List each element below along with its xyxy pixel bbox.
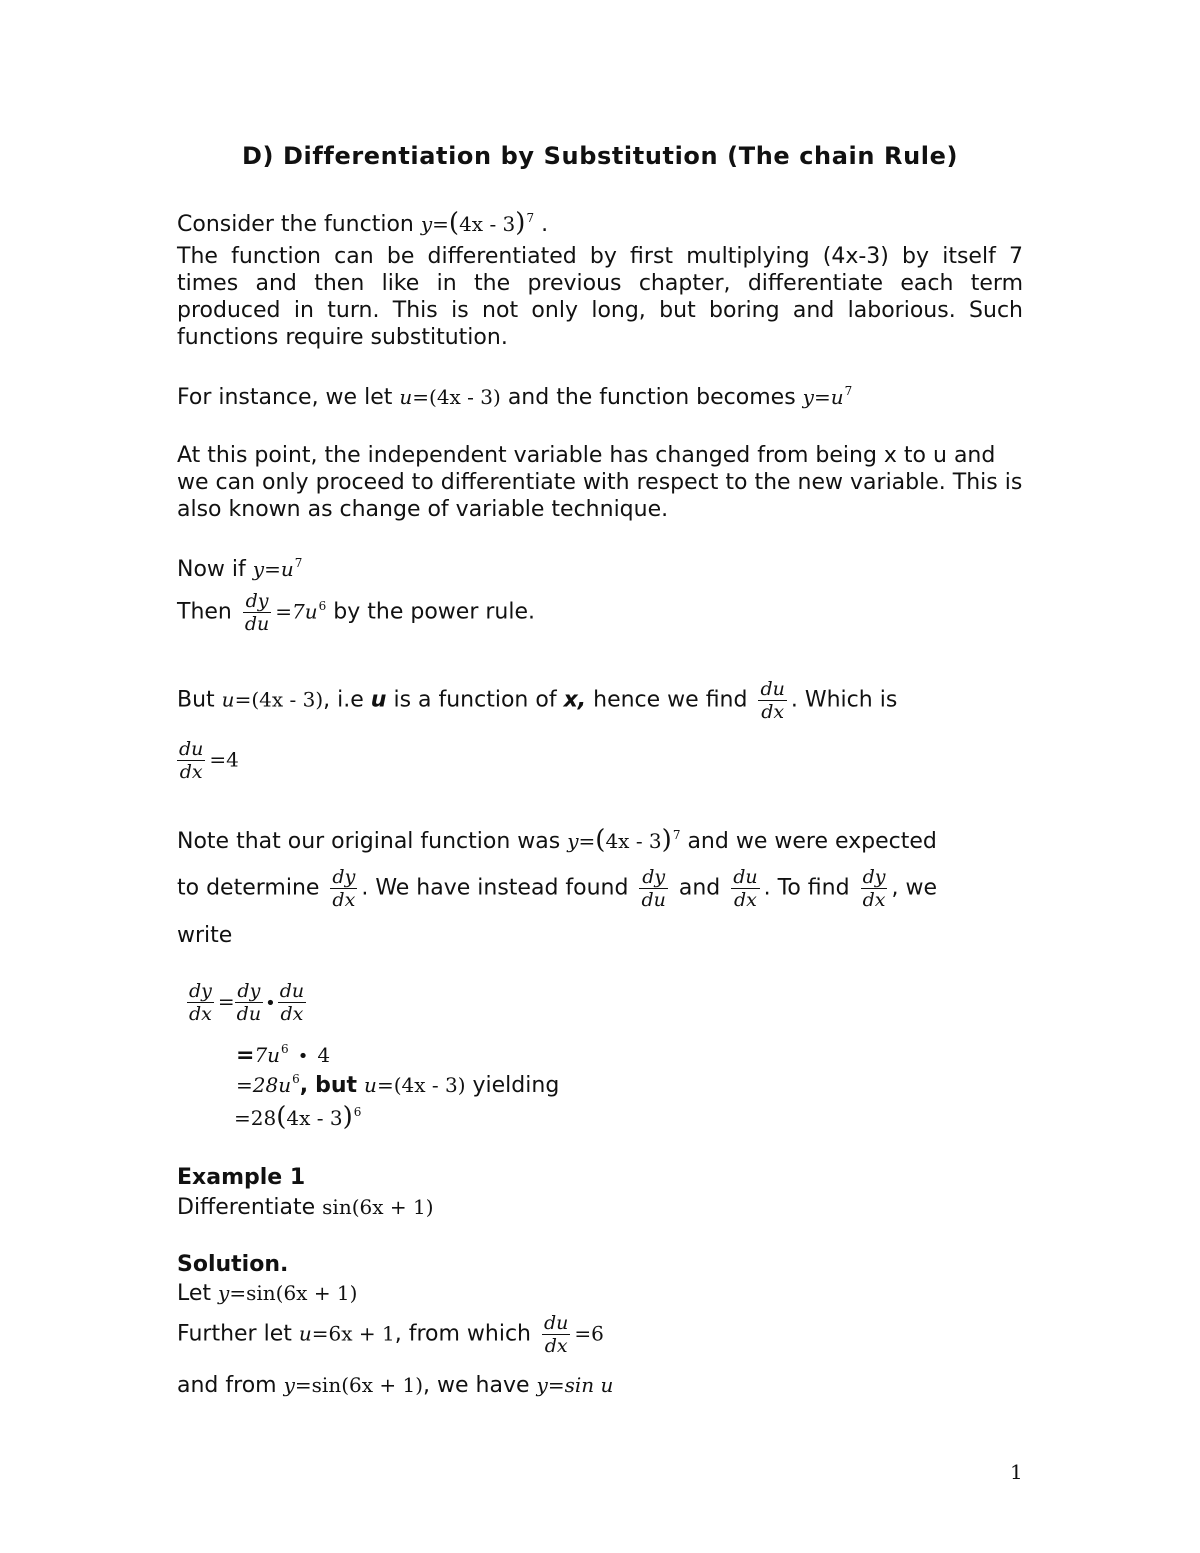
note-lead: Note that our original function was [177, 829, 561, 854]
paren-open: ( [276, 1102, 287, 1132]
multiply-dot: • [297, 1046, 309, 1067]
note-line-2 [177, 866, 937, 911]
math-eq: = [432, 212, 449, 236]
math-eq: = [376, 1073, 394, 1097]
fraction-dy-dx [187, 980, 214, 1025]
frac-num: dy [332, 866, 356, 888]
nowif-line [177, 556, 302, 586]
exponent: 6 [292, 1072, 300, 1086]
math-eq: = [217, 989, 235, 1014]
but-mid2: is a function of [393, 687, 557, 713]
note-line2-mid1: . We have instead found [361, 875, 629, 901]
fraction-du-dx [278, 980, 306, 1025]
math-y: y [420, 212, 433, 236]
frac-den: du [641, 889, 666, 911]
example-task-text: Differentiate [177, 1195, 316, 1220]
math-u: u [364, 1073, 377, 1097]
exponent: 7 [294, 556, 303, 570]
math-4: 4 [317, 1043, 331, 1067]
math-u: u [298, 1321, 312, 1346]
du-dx-equals-line [177, 738, 239, 783]
exponent: 6 [281, 1042, 289, 1056]
exponent: 6 [318, 598, 327, 613]
frac-den: dx [544, 1335, 568, 1357]
math-y: y [218, 1281, 230, 1305]
math-sin-u: sin u [564, 1373, 614, 1397]
frac-num: du [279, 980, 305, 1002]
math-4: 4 [226, 747, 239, 772]
math-28: 28 [250, 1106, 277, 1130]
math-6x1: 6x + 1 [328, 1321, 395, 1346]
derivation-step-3 [234, 1104, 361, 1135]
math-y: y [536, 1373, 548, 1397]
instance-line [177, 384, 852, 414]
but-mid3: hence we find [593, 687, 748, 713]
nowif-lead: Now if [177, 557, 246, 582]
frac-num: du [733, 866, 758, 888]
note-line2-and: and [678, 875, 721, 901]
note-line2-tail: , we [891, 875, 937, 901]
math-eq: = [311, 1321, 329, 1346]
but-mid1: , i.e [323, 687, 364, 713]
math-eq: = [209, 747, 227, 772]
math-y: y [283, 1373, 295, 1397]
paren-open: ( [595, 825, 606, 855]
math-eq: = [294, 1373, 312, 1397]
example-heading: Example 1 [177, 1165, 306, 1190]
frac-num: dy [862, 866, 886, 888]
x-variable: x, [563, 687, 587, 713]
fraction-dy-du [243, 590, 271, 635]
paren-close: ) [342, 1102, 353, 1132]
math-y: y [252, 557, 265, 581]
note-tail: and we were expected [687, 829, 937, 854]
yielding-word: yielding [472, 1073, 560, 1098]
page-title: D) Differentiation by Substitution (The chain Rule) [241, 142, 959, 170]
page-number: 1 [1010, 1460, 1023, 1484]
math-eq: = [229, 1281, 247, 1305]
math-eq: = [234, 687, 252, 712]
math-eq: = [275, 599, 293, 624]
frac-num: dy [235, 980, 263, 1003]
but-tail: . Which is [790, 687, 898, 713]
fraction-dy-dx [861, 866, 888, 911]
and-from-mid: , we have [423, 1373, 530, 1398]
math-7u: 7u [292, 599, 318, 624]
let-text: Let [177, 1281, 212, 1306]
chain-rule-formula [187, 980, 306, 1025]
solution-heading: Solution. [177, 1252, 289, 1277]
math-eq: = [234, 1106, 251, 1130]
math-eq: = [574, 1321, 592, 1346]
frac-den: du [244, 613, 270, 635]
math-u: u [399, 385, 413, 409]
math-u: u [830, 385, 844, 409]
exponent: 7 [526, 211, 535, 225]
consider-lead: Consider the function [177, 212, 414, 237]
math-7u: 7u [254, 1043, 281, 1067]
frac-den: dx [280, 1003, 304, 1025]
fraction-dy-du [235, 980, 263, 1025]
frac-den: dx [189, 1003, 212, 1025]
frac-den: dx [761, 701, 785, 723]
example-task [177, 1194, 434, 1221]
but-word: but [315, 1073, 358, 1098]
multiply-dot: • [265, 992, 276, 1014]
fraction-dy-du [639, 866, 667, 911]
fraction-du-dx [758, 678, 786, 723]
math-eq: = [236, 1043, 255, 1068]
derivation-step-1 [236, 1042, 330, 1072]
frac-den: dx [179, 761, 203, 783]
frac-num: du [543, 1312, 569, 1334]
note-line2-lead: to determine [177, 875, 320, 901]
instance-lead: For instance, we let [177, 385, 393, 410]
frac-den: du [236, 1003, 262, 1025]
fraction-dy-dx [330, 866, 357, 911]
frac-num: dy [639, 866, 667, 889]
fraction-du-dx [177, 738, 205, 783]
math-expr: 4x - 3 [286, 1106, 343, 1130]
math-28u: 28u [252, 1073, 292, 1097]
paren-open: ( [448, 208, 460, 238]
math-sin: sin(6x + 1) [322, 1195, 434, 1219]
math-y: y [802, 385, 814, 409]
paren-close: ) [515, 208, 526, 238]
math-u: u [280, 557, 294, 581]
further-mid: , from which [394, 1321, 531, 1347]
math-expr: 4x - 3 [605, 829, 662, 853]
frac-num: du [179, 738, 204, 760]
math-eq: = [236, 1073, 253, 1097]
independent-paragraph: At this point, the independent variable has changed from being x to u and we can only proceed to differentiate with respect to the new variable. This is also known as change of variable technique. [177, 443, 1023, 522]
math-u-def: (4x - 3) [429, 385, 501, 409]
math-y: y [567, 829, 579, 853]
intro-paragraph: The function can be differentiated by first multiplying (4x-3) by itself 7 times and then like in the previous chapter, differentiate each term produced in turn. This is not only long, but boring and laborious. Such functions require substitution. [177, 244, 1023, 350]
frac-den: dx [332, 889, 356, 911]
then-tail: by the power rule. [333, 599, 535, 625]
further-lead: Further let [177, 1321, 292, 1347]
math-eq: = [547, 1373, 565, 1397]
exponent: 7 [672, 828, 681, 842]
solution-and-from [177, 1372, 613, 1399]
frac-num: dy [243, 590, 271, 613]
paren-close: ) [661, 825, 672, 855]
frac-num: du [760, 678, 785, 700]
frac-den: dx [734, 889, 757, 911]
solution-further [177, 1312, 604, 1357]
exponent: 6 [353, 1105, 362, 1119]
then-lead: Then [177, 599, 232, 625]
math-eq: = [578, 829, 596, 853]
fraction-du-dx [542, 1312, 570, 1357]
math-eq: = [813, 385, 831, 409]
consider-tail: . [541, 212, 549, 237]
math-u-def: (4x - 3) [251, 687, 324, 712]
math-eq: = [264, 557, 281, 581]
math-6: 6 [591, 1321, 604, 1346]
and-from-lead: and from [177, 1373, 277, 1398]
math-eq: = [412, 385, 430, 409]
but-lead: But [177, 687, 215, 713]
consider-line [177, 210, 548, 241]
fraction-du-dx [731, 866, 759, 911]
instance-mid: and the function becomes [507, 385, 796, 410]
note-line [177, 827, 937, 858]
but-line [177, 678, 897, 723]
solution-let [177, 1280, 357, 1307]
math-u-def: (4x - 3) [393, 1073, 466, 1097]
then-line [177, 590, 535, 635]
math-sin: sin(6x + 1) [311, 1373, 424, 1397]
note-line2-mid2: . To find [763, 875, 850, 901]
exponent: 7 [844, 384, 853, 398]
math-sin: sin(6x + 1) [246, 1281, 358, 1305]
note-line-3: write [177, 923, 233, 948]
math-expr: 4x - 3 [459, 212, 516, 236]
u-variable: u [370, 687, 387, 713]
math-u: u [221, 687, 235, 712]
frac-den: dx [862, 889, 886, 911]
derivation-step-2: $=28u^6$, but u=(4x - 3) yielding [236, 1072, 560, 1098]
frac-num: dy [189, 980, 212, 1002]
